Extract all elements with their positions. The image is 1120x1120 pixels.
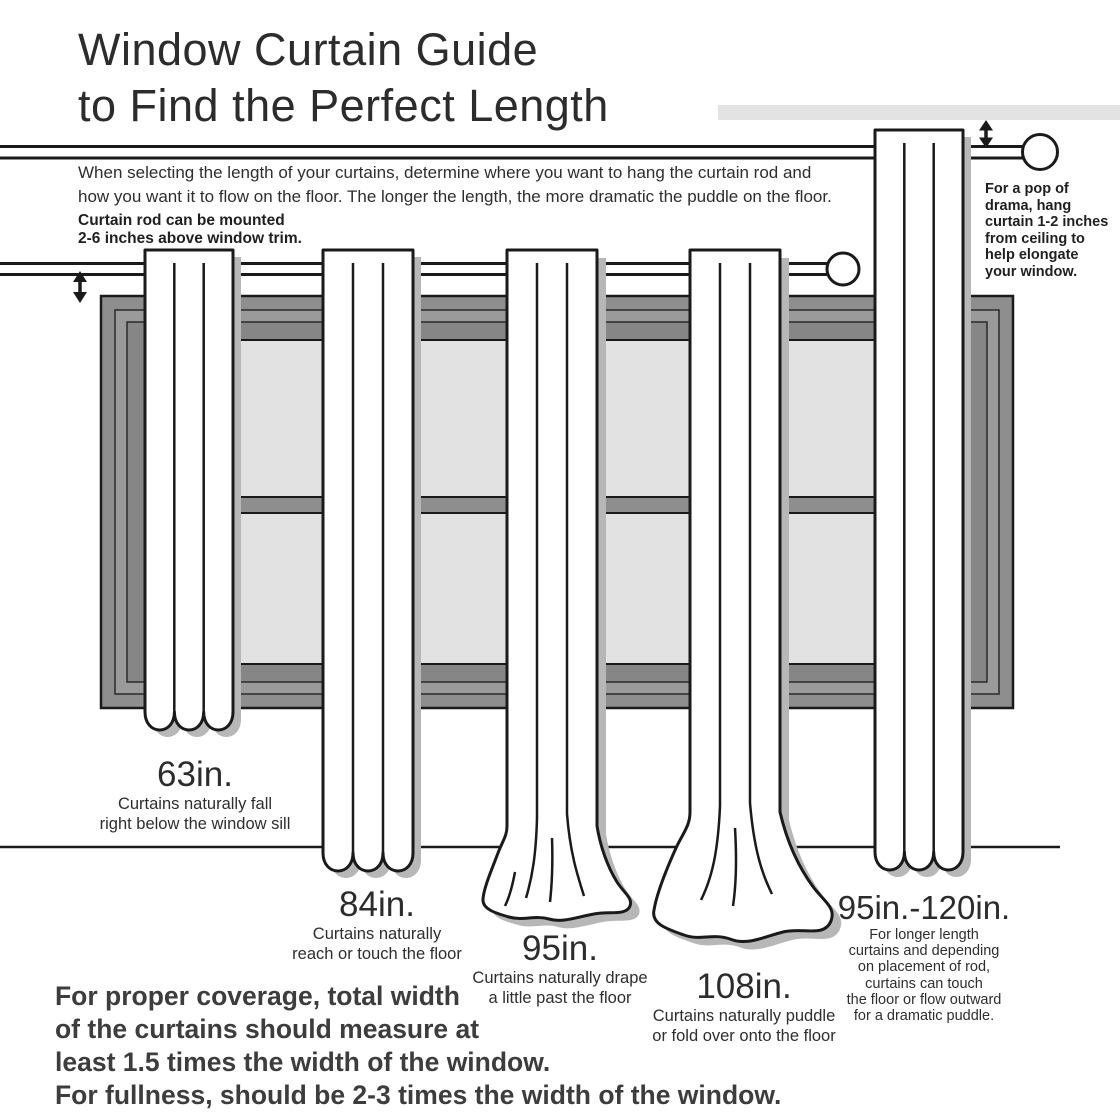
label-95-120in-desc-line: For longer length [869,927,979,943]
label-95-120in-desc-line: curtains can touch [865,975,983,992]
ceiling-note-line: your window. [985,263,1078,280]
curtain-63in-panel [145,250,233,730]
intro-line-2: how you want it to flow on the floor. The longer the length, the more dramatic the puddle on the floor. [78,186,832,206]
title-line-2: to Find the Perfect Length [78,80,609,131]
label-63in-desc-line: Curtains naturally fall [117,795,273,813]
title-line-1: Window Curtain Guide [78,24,539,75]
label-84in-desc [277,924,477,964]
label-95-120in-desc-line: on placement of rod, [857,959,991,976]
label-84in [277,886,477,964]
ceiling-rod [0,147,1023,159]
curtain-95-120in [875,130,971,877]
intro-line-1: When selecting the length of your curtains, determine where you want to hang the curtain rod and [78,163,812,182]
ceiling-hang-note [985,181,1120,280]
label-63in-size: 63in. [157,755,233,794]
curtain-84in-panel [323,250,413,871]
ceiling-note-line: curtain 1-2 inches [985,214,1109,230]
ceiling-to-rod-arrow-icon [979,120,993,148]
label-84in-desc-line: Curtains naturally [312,925,442,943]
coverage-note-line: least 1.5 times the width of the window. [55,1047,551,1077]
label-95in-desc-line: Curtains naturally drape [472,969,648,987]
curtain-63in [145,250,241,737]
ceiling-note-line: from ceiling to [985,230,1085,247]
label-84in-size: 84in. [339,885,415,924]
label-84in-desc-line: reach or touch the floor [292,945,462,963]
label-95-120in-size: 95in.-120in. [837,889,1011,926]
rod-mount-note-line-1: Curtain rod can be mounted [78,212,285,229]
label-95-120in-desc-line: the floor or flow outward [846,991,1002,1008]
ceiling-rod-finial [1023,135,1058,170]
ceiling-note-line: drama, hang [985,197,1072,214]
coverage-note-line: of the curtains should measure at [55,1014,480,1044]
coverage-note-line: For fullness, should be 2-3 times the width of the window. [55,1080,782,1110]
label-95-120in-desc [804,927,1044,1024]
coverage-note [55,980,781,1112]
rod-mount-note [78,212,302,248]
label-63in-desc-line: right below the window sill [99,815,291,833]
ceiling-note-line: help elongate [985,247,1079,263]
window-rod-finial [827,253,859,285]
rod-mount-note-line-2: 2-6 inches above window trim. [78,230,302,247]
label-95-120in-desc-line: curtains and depending [848,943,1000,960]
label-108in-desc-line: or fold over onto the floor [652,1027,836,1045]
label-108in-desc-line: Curtains naturally puddle [652,1007,836,1025]
label-63in [95,756,295,834]
label-95-120in [804,889,1044,1024]
label-108in-size: 108in. [696,967,792,1006]
page-title [78,22,609,134]
ceiling-band [718,105,1120,120]
curtain-95-120in-panel [875,130,963,870]
ceiling-note-line: For a pop of [985,181,1069,197]
curtain-84in [323,250,421,878]
label-95in-size: 95in. [522,929,598,968]
intro-paragraph [78,161,832,208]
label-63in-desc [95,794,295,834]
label-95in-desc-line: a little past the floor [488,989,632,1007]
coverage-note-line: For proper coverage, total width [55,981,460,1011]
label-95-120in-desc-line: for a dramatic puddle. [853,1008,995,1025]
